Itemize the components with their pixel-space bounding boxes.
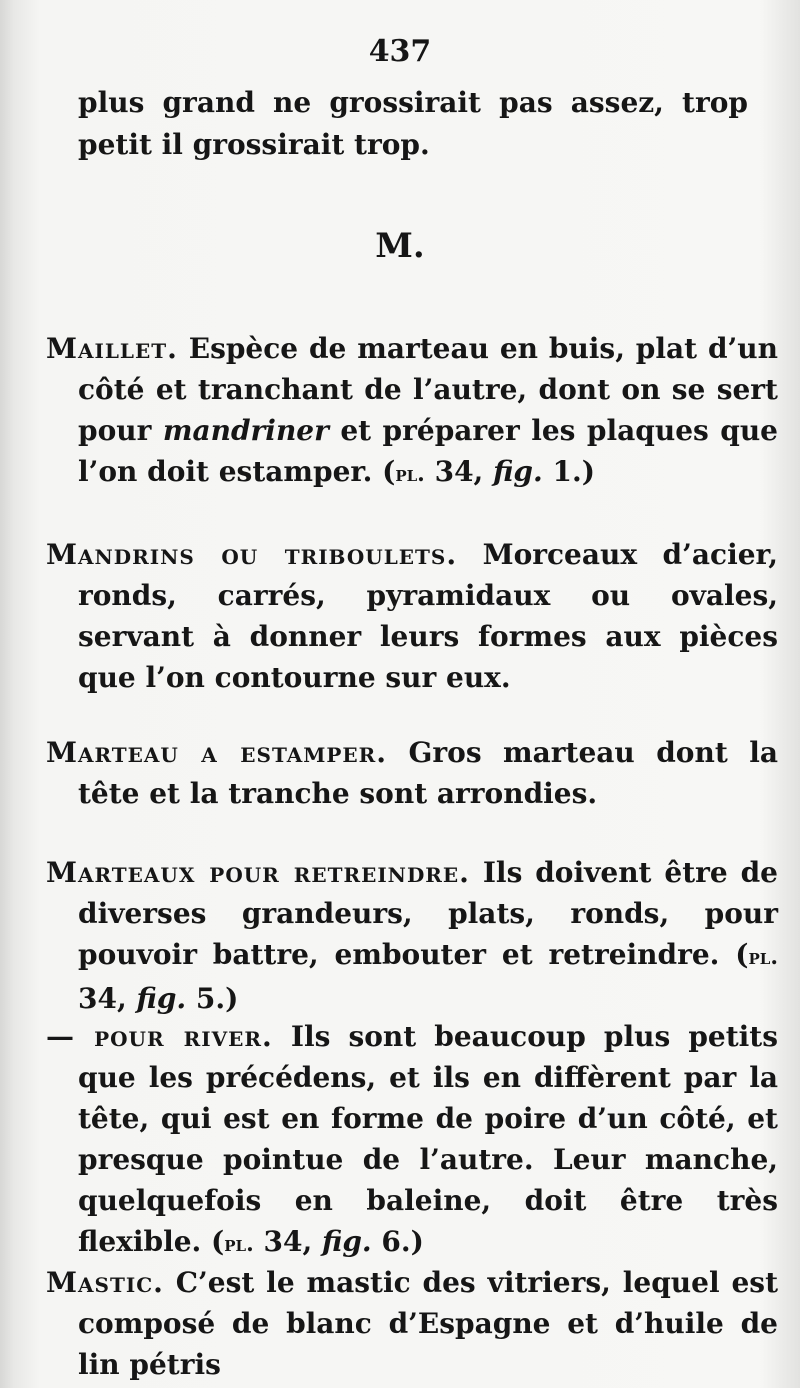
- italic-term: mandriner: [162, 414, 329, 447]
- plate-ref-abbr: pl.: [224, 1231, 254, 1257]
- entry-term: Marteau a estamper.: [46, 736, 388, 769]
- entry-term: Mandrins ou triboulets.: [46, 538, 458, 571]
- entry-term: Marteaux pour retreindre.: [46, 856, 470, 889]
- entry-marteaux-pour-retreindre: [46, 852, 778, 1019]
- entry-term: — pour river.: [46, 1020, 273, 1053]
- entry-term: Mastic.: [46, 1266, 164, 1299]
- plate-ref-number: 34,: [424, 455, 494, 488]
- plate-ref-abbr: pl.: [748, 944, 778, 970]
- entry-text: Gros marteau dont la tête et la tranche sont arrondies.: [78, 736, 778, 810]
- section-letter: M.: [375, 226, 425, 266]
- entry-text: Ils sont beaucoup plus petits que les précédens, et ils en diffèrent par la tête, qui est en forme de poire d’un côté, et presque pointue de l’autre. Leur manche, quelquefois en baleine, doit être très flexible. (: [78, 1020, 778, 1258]
- plate-ref-number: 34,: [253, 1225, 322, 1258]
- entry-text: Morceaux d’acier, ronds, carrés, pyramidaux ou ovales, servant à donner leurs formes aux pièces que l’on contourne sur eux.: [78, 538, 778, 694]
- entry-mastic: [46, 1262, 778, 1385]
- plate-ref-number: 34,: [78, 982, 137, 1015]
- page-number: 437: [368, 34, 432, 69]
- figure-ref-number: 5.): [186, 982, 239, 1015]
- figure-ref-abbr: fig.: [136, 982, 187, 1015]
- entry-marteau-a-estamper: [46, 732, 778, 814]
- entry-text: C’est le mastic des vitriers, lequel est composé de blanc d’Espagne et d’huile de lin pétris: [78, 1266, 779, 1381]
- entry-mandrins: [46, 534, 778, 698]
- figure-ref-abbr: fig.: [322, 1225, 372, 1258]
- continuation-text: plus grand ne grossirait pas assez, trop petit il grossirait trop.: [78, 86, 748, 161]
- entry-pour-river: [46, 1016, 778, 1265]
- figure-ref-number: 6.): [371, 1225, 424, 1258]
- entry-text: Espèce de marteau en buis, plat d’un côté et tranchant de l’autre, dont on se sert pour: [78, 332, 778, 447]
- entry-term: Maillet.: [46, 332, 178, 365]
- entry-text: et préparer les plaques que l’on doit estamper. (: [78, 414, 778, 488]
- figure-ref-number: 1.): [542, 455, 595, 488]
- plate-ref-abbr: pl.: [395, 461, 425, 487]
- figure-ref-abbr: fig.: [493, 455, 543, 488]
- entry-maillet: [46, 328, 778, 495]
- entry-text: Ils doivent être de diverses grandeurs, plats, ronds, pour pouvoir battre, embouter et retreindre. (: [78, 856, 778, 971]
